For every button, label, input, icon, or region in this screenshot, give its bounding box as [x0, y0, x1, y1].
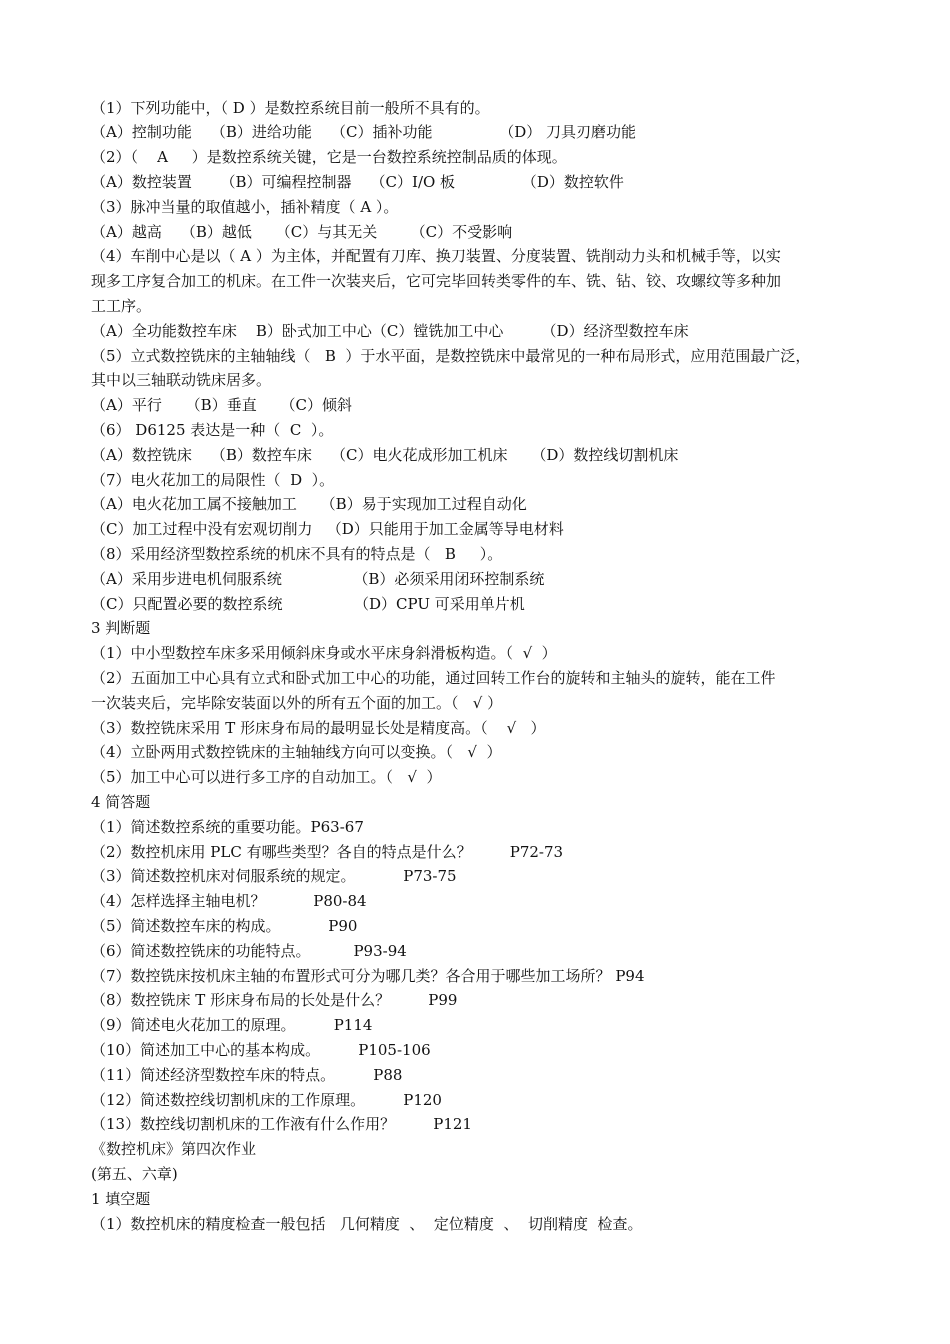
text-line: （9）简述电火花加工的原理。 P114	[91, 1016, 373, 1035]
text-line: （8）数控铣床 T 形床身布局的长处是什么？ P99	[91, 991, 458, 1010]
text-line: （A）平行 （B）垂直 （C）倾斜	[91, 396, 353, 415]
text-line: （3）简述数控机床对伺服系统的规定。 P73-75	[91, 867, 457, 886]
text-line: （6）简述数控铣床的功能特点。 P93-94	[91, 941, 407, 960]
text-line: （4）车削中心是以（ A ）为主体，并配置有刀库、换刀装置、分度装置、铣削动力头和机械手等，以实	[91, 247, 781, 266]
section-heading: 4 简答题	[91, 793, 151, 811]
section-heading: 1 填空题	[91, 1189, 151, 1208]
text-line: （A）全功能数控车床 B）卧式加工中心（C）镗铣加工中心 （D）经济型数控车床	[91, 321, 689, 340]
text-line: 现多工序复合加工的机床。在工件一次装夹后，它可完毕回转类零件的车、铣、钻、铰、攻螺纹等多种加	[91, 272, 782, 291]
text-line: （4）立卧两用式数控铣床的主轴轴线方向可以变换。（ √ ）	[91, 743, 502, 762]
text-line: （4）怎样选择主轴电机？ P80-84	[91, 892, 367, 911]
text-line: （A）控制功能 （B）进给功能 （C）插补功能 （D） 刀具刃磨功能	[91, 123, 637, 142]
text-line: （10）简述加工中心的基本构成。 P105-106	[91, 1041, 431, 1059]
text-line: （A）数控铣床 （B）数控车床 （C）电火花成形加工机床 （D）数控线切割机床	[91, 445, 679, 464]
text-line: （3）脉冲当量的取值越小，插补精度（ A ）。	[91, 197, 399, 216]
text-line: （A）采用步进电机伺服系统 （B）必须采用闭环控制系统	[91, 569, 545, 588]
text-line: （5）简述数控车床的构成。 P90	[91, 917, 358, 935]
chapter-range: (第五、六章)	[91, 1165, 178, 1183]
text-line: （11）简述经济型数控车床的特点。 P88	[91, 1065, 403, 1084]
section-heading: 3 判断题	[91, 619, 151, 638]
text-line: （2）（ A ）是数控系统关键，它是一台数控系统控制品质的体现。	[91, 148, 567, 167]
text-line: （1）简述数控系统的重要功能。P63-67	[91, 817, 364, 836]
text-line: （1）数控机床的精度检查一般包括 几何精度 、 定位精度 、 切削精度 检查。	[91, 1214, 643, 1233]
text-line: （C）只配置必要的数控系统 （D）CPU 可采用单片机	[91, 594, 525, 613]
text-line: （1）下列功能中，（ D ）是数控系统目前一般所不具有的。	[91, 98, 490, 117]
text-line: 工工序。	[91, 297, 152, 315]
text-line: （A）越高 （B）越低 （C）与其无关 （C）不受影响	[91, 222, 513, 241]
text-line: （2）数控机床用 PLC 有哪些类型？各自的特点是什么？ P72-73	[91, 842, 564, 861]
text-line: （5）加工中心可以进行多工序的自动加工。（ √ ）	[91, 768, 442, 787]
text-line: （7）电火花加工的局限性（ D ）。	[91, 470, 335, 489]
text-line: 其中以三轴联动铣床居多。	[91, 371, 272, 390]
text-line: （8）采用经济型数控系统的机床不具有的特点是（ B ）。	[91, 545, 503, 563]
text-line: （2）五面加工中心具有立式和卧式加工中心的功能，通过回转工作台的旋转和主轴头的旋转，能在工件	[91, 669, 776, 687]
text-line: （3）数控铣床采用 T 形床身布局的最明显长处是精度高。（ √ ）	[91, 718, 546, 737]
text-line: （1）中小型数控车床多采用倾斜床身或水平床身斜滑板构造。（ √ ）	[91, 644, 557, 663]
text-line: （13）数控线切割机床的工作液有什么作用？ P121	[91, 1115, 472, 1134]
text-line: （12）简述数控线切割机床的工作原理。 P120	[91, 1090, 442, 1109]
text-line: （A）电火花加工属不接触加工 （B）易于实现加工过程自动化	[91, 495, 527, 514]
text-line: （5）立式数控铣床的主轴轴线（ B ）于水平面，是数控铣床中最常见的一种布局形式，应用范围最广泛，	[91, 346, 811, 365]
text-line: （A）数控装置 （B）可编程控制器 （C）I/O 板 （D）数控软件	[91, 173, 624, 191]
assignment-title: 《数控机床》第四次作业	[91, 1140, 257, 1159]
text-line: （C）加工过程中没有宏观切削力 （D）只能用于加工金属等导电材料	[91, 520, 564, 539]
text-line: （6） D6125 表达是一种（ C ）。	[91, 421, 334, 439]
text-line: （7）数控铣床按机床主轴的布置形式可分为哪几类？各合用于哪些加工场所？ P94	[91, 966, 645, 985]
text-line: 一次装夹后，完毕除安装面以外的所有五个面的加工。（ √ ）	[91, 693, 503, 712]
